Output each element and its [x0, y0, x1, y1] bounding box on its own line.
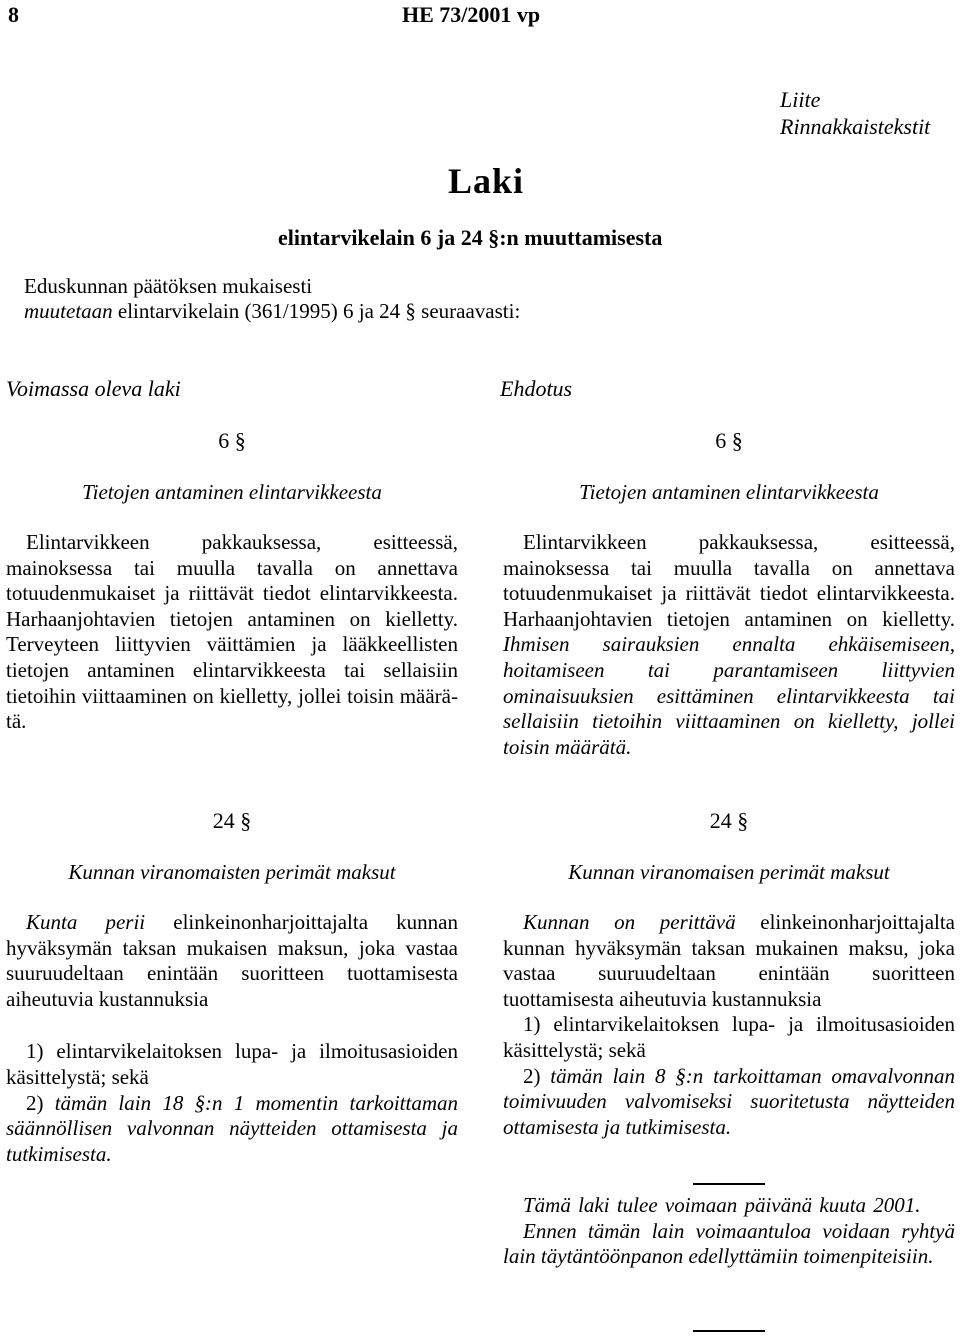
left-section24-subject: Kunta perii — [26, 910, 146, 934]
left-section24-item-1: 1) elintarvikelaitoksen lupa- ja ilmoitusasioiden käsittelystä; sekä — [6, 1039, 458, 1089]
preamble-rest: elintarvikelain (361/1995) 6 ja 24 § seuraavasti: — [112, 299, 521, 323]
document-subtitle: elintarvikelain 6 ja 24 §:n muuttamisesta — [278, 225, 663, 250]
right-section24-number: 24 § — [709, 808, 749, 833]
left-section6-number: 6 § — [218, 428, 246, 453]
separator-rule — [693, 1183, 765, 1185]
right-section24-heading: Kunnan viranomaisen perimät maksut — [568, 860, 890, 884]
left-section24-body — [6, 910, 458, 1167]
preamble-line-2 — [24, 299, 520, 324]
left-column-heading: Voimassa oleva laki — [6, 376, 181, 401]
left-section24-rest: elinkeinonharjoittajalta kunnan hyväksymän taksan mukaisen maksun, joka vastaa suuruudeltaan enintään suoritteen tuottamisesta aiheutuvia kustannuksia — [6, 910, 458, 1011]
right-item2-text: tämän lain 8 §:n tarkoittaman omavalvonnan toimivuuden valvomiseksi suoritetusta näytteiden ottamisesta ja tutkimisesta. — [503, 1063, 955, 1139]
document-id: HE 73/2001 vp — [402, 2, 541, 27]
right-section6-paragraph — [503, 530, 955, 760]
right-section6-heading: Tietojen antaminen elintarvikkeesta — [579, 480, 879, 504]
right-section6-new-text: Ihmisen sairauksien ennalta ehkäisemiseen, hoitamiseen tai parantamiseen liittyvien ominaisuuksien esittäminen elintarvikkeesta tai sellaisiin tietoihin viittaaminen on kielletty, jollei toisin määrätä. — [503, 632, 955, 759]
annex-line-1: Liite — [780, 87, 821, 112]
preamble-line-1: Eduskunnan päätöksen mukaisesti — [24, 274, 313, 298]
right-section24-paragraph — [503, 910, 955, 1012]
right-section24-subject: Kunnan on perittävä — [523, 910, 736, 934]
annex-line-2: Rinnakkaistekstit — [780, 114, 931, 139]
left-section6-heading: Tietojen antaminen elintarvikkeesta — [82, 480, 382, 504]
entry-into-force: Tämä laki tulee voimaan päivänä kuuta 2001. — [523, 1193, 921, 1217]
left-section6-text: Elintarvikkeen pakkauksessa, esitteessä, mainoksessa tai muulla tavalla on annettava totuudenmukaiset ja riittävät tiedot elintarvikkeesta. Harhaanjohtavien tietojen antaminen on kielletty. Terveyteen liittyvien väittämien ja lääkkeellisten tietojen antaminen elintarvikkeesta tai sellaisiin tietoihin viittaaminen on kielletty, jollei toisin määrätä. — [6, 530, 458, 734]
annex-label — [780, 86, 930, 140]
left-section24-paragraph — [6, 910, 458, 1012]
left-section24-item-2 — [6, 1091, 458, 1168]
right-section24-item-1: 1) elintarvikelaitoksen lupa- ja ilmoitusasioiden käsittelystä; sekä — [503, 1012, 955, 1062]
left-section24-heading: Kunnan viranomaisten perimät maksut — [68, 860, 396, 884]
document-title: Laki — [448, 161, 525, 201]
page-number: 8 — [8, 2, 19, 27]
right-section6-body — [503, 530, 955, 760]
left-section24-number: 24 § — [212, 808, 252, 833]
right-section24-rest: elinkeinonharjoittajalta kunnan hyväksymän taksan mukainen maksu, joka vastaa suuruudeltaan enintään suoritteen tuottamisesta aiheutuvia kustannuksia — [503, 910, 956, 1011]
implementation-clause: Ennen tämän lain voimaantuloa voidaan ryhtyä lain täytäntöönpanon edellyttämiin toimenpiteisiin. — [503, 1218, 955, 1269]
left-item2-text: tämän lain 18 §:n 1 momentin tarkoittaman säännöllisen valvonnan näytteiden ottamisesta ja tutkimisesta. — [6, 1090, 458, 1166]
right-section24-item-2 — [503, 1064, 955, 1141]
right-column-heading: Ehdotus — [500, 376, 573, 401]
right-section24-body — [503, 910, 955, 1140]
right-section6-number: 6 § — [715, 428, 743, 453]
end-rule — [693, 1330, 765, 1332]
entry-into-force-block — [503, 1193, 955, 1270]
right-item2-prefix: 2) — [523, 1063, 551, 1088]
preamble — [24, 274, 520, 324]
left-item2-prefix: 2) — [26, 1090, 55, 1115]
left-section6-body — [6, 530, 458, 735]
right-section6-text: Elintarvikkeen pakkauksessa, esitteessä, mainoksessa tai muulla tavalla on annettava totuudenmukaiset ja riittävät tiedot elintarvikkeesta. Harhaanjohtavien tietojen antaminen on kielletty. — [503, 530, 955, 631]
preamble-verb: muutetaan — [24, 299, 113, 323]
